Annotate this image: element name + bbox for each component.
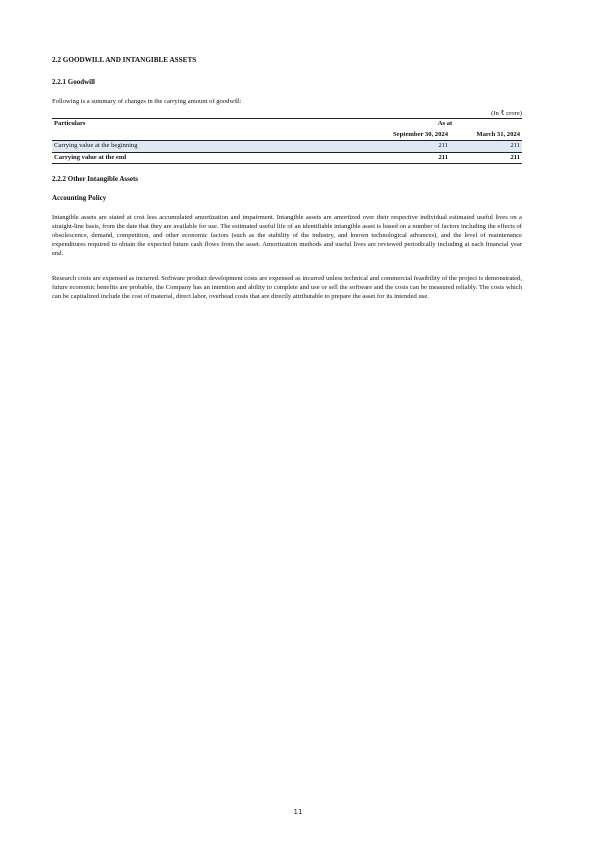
row-label: Carrying value at the beginning xyxy=(52,141,368,153)
row-label: Carrying value at the end xyxy=(52,152,368,164)
page-number: 11 xyxy=(293,808,303,816)
row-value-sep: 211 xyxy=(368,152,450,164)
goodwill-heading: 2.2.1 Goodwill xyxy=(52,78,95,86)
as-at-header: As at xyxy=(368,119,522,130)
table-row xyxy=(52,141,522,153)
table-row xyxy=(52,152,522,164)
row-value-mar: 211 xyxy=(450,141,522,153)
particulars-header: Particulars xyxy=(52,119,368,130)
other-intangibles-heading: 2.2.2 Other Intangible Assets xyxy=(52,175,139,183)
row-value-sep: 211 xyxy=(368,141,450,153)
accounting-policy-heading: Accounting Policy xyxy=(52,194,107,202)
policy-paragraph-1: Intangible assets are stated at cost less accumulated amortization and impairment. Intangible assets are amortized over their respective individual estimated useful lives on a straight-line basis, from the date that they are available for use. The estimated useful life of an identifiable intangible asset is based on a number of factors including the effects of obsolescence, demand, competition, and other economic factors (such as the stability of the industry, and known technological advances), and the level of maintenance expenditures required to obtain the expected future cash flows from the asset. Amortization methods and useful lives are reviewed periodically including at each financial year end. xyxy=(52,214,522,257)
unit-label: (In ₹ crore) xyxy=(491,110,522,117)
col-sep-2024-header: September 30, 2024 xyxy=(368,130,450,141)
goodwill-table xyxy=(52,118,522,164)
section-title: 2.2 GOODWILL AND INTANGIBLE ASSETS xyxy=(52,56,197,64)
policy-paragraph-2: Research costs are expensed as incurred. Software product development costs are expensed as incurred unless technical and commercial feasibility of the project is demonstrated, future economic benefits are probable, the Company has an intention and ability to complete and use or sell the software and the costs can be measured reliably. The costs which can be capitalized include the cost of material, direct labor, overhead costs that are directly attributable to prepare the asset for its intended use. xyxy=(52,275,522,300)
col-mar-2024-header: March 31, 2024 xyxy=(450,130,522,141)
row-value-mar: 211 xyxy=(450,152,522,164)
document-page xyxy=(52,56,522,301)
goodwill-intro: Following is a summary of changes in the carrying amount of goodwill: xyxy=(52,98,242,105)
